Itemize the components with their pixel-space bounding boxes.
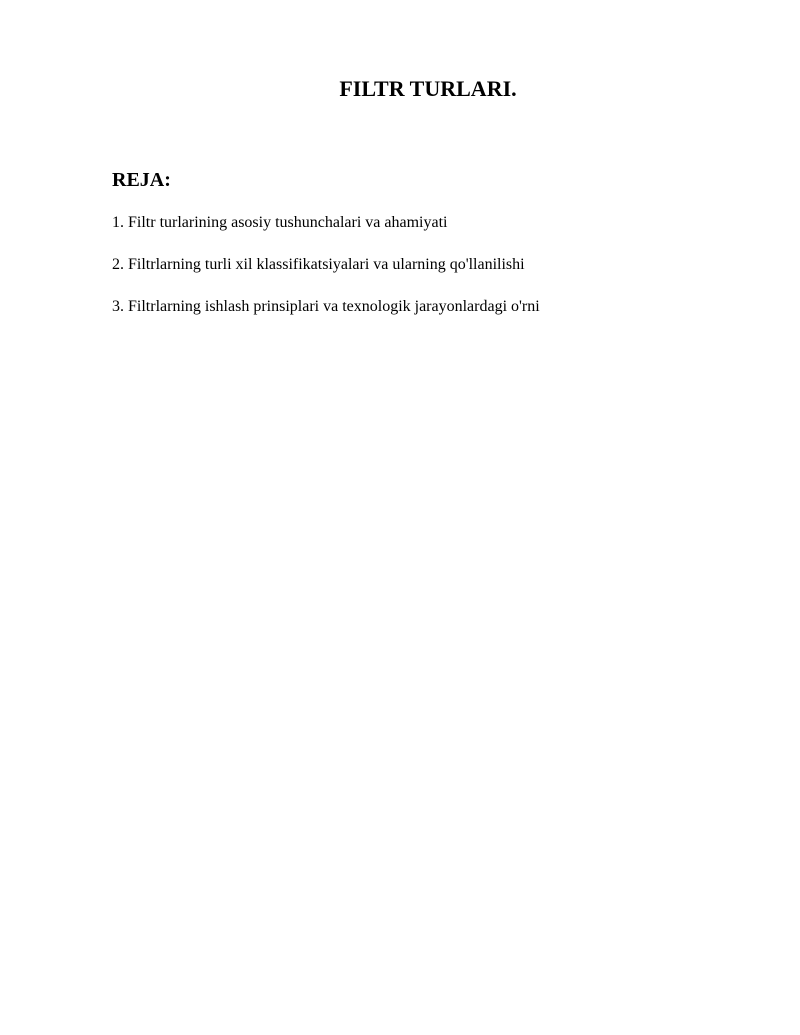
plan-item-1: 1. Filtr turlarining asosiy tushunchalari va ahamiyati [112, 214, 448, 231]
plan-heading: REJA: [112, 169, 171, 191]
document-title: FILTR TURLARI. [339, 76, 517, 101]
plan-list [112, 213, 540, 339]
plan-item-3: 3. Filtrlarning ishlash prinsiplari va texnologik jarayonlardagi o'rni [112, 298, 540, 315]
plan-item-2: 2. Filtrlarning turli xil klassifikatsiyalari va ularning qo'llanilishi [112, 256, 525, 273]
